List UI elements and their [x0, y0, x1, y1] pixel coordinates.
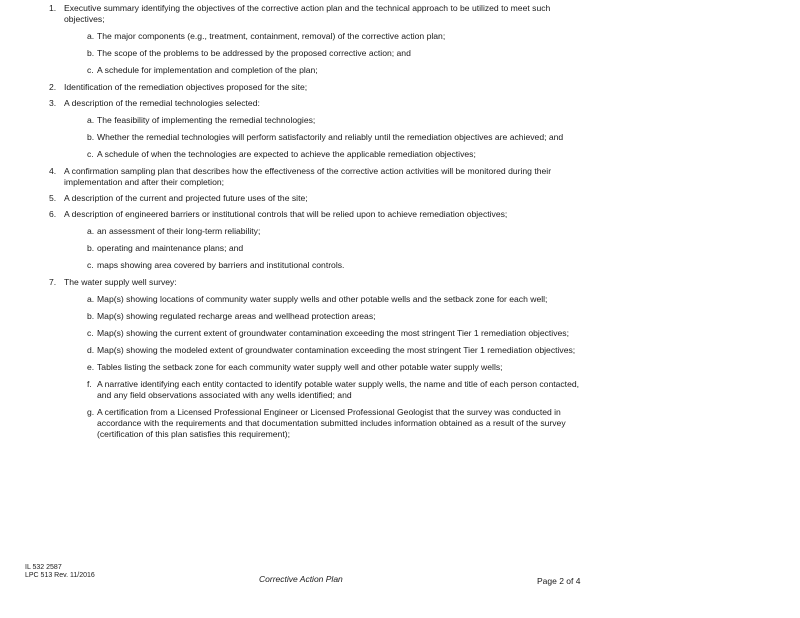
sub-item — [0, 345, 800, 356]
sub-item-text: an assessment of their long-term reliability; — [97, 226, 261, 236]
sub-item-text: Map(s) showing the modeled extent of groundwater contamination exceeding the most stringent Tier 1 remediation objectives; — [97, 345, 576, 355]
item-number: 3. — [49, 98, 57, 108]
sub-item-letter: d. — [87, 345, 95, 355]
sub-item — [0, 311, 800, 322]
sub-item — [0, 294, 800, 305]
plan-title: Corrective Action Plan — [259, 574, 343, 584]
sub-item-text: The feasibility of implementing the remedial technologies; — [97, 115, 316, 125]
sub-item — [0, 226, 800, 237]
sub-item — [0, 260, 800, 271]
list-item-row — [0, 3, 800, 25]
sub-item — [0, 115, 800, 126]
sub-item-text: A narrative identifying each entity contacted to identify potable water supply wells, the name and title of each person contacted, and any field observations associated with any wells identified; and — [97, 379, 580, 400]
sub-item — [0, 132, 800, 143]
sub-item-text: The scope of the problems to be addressed by the proposed corrective action; and — [97, 48, 411, 58]
sub-item — [0, 379, 800, 401]
item-text: A confirmation sampling plan that describes how the effectiveness of the corrective action activities will be monitored during their implementation and after their completion; — [64, 166, 552, 187]
list-item — [0, 209, 800, 271]
list-item-row — [0, 209, 800, 220]
item-number: 5. — [49, 193, 57, 203]
sub-item-letter: e. — [87, 362, 95, 372]
sub-item-text: Map(s) showing locations of community water supply wells and other potable wells and the setback zone for each well; — [97, 294, 548, 304]
item-number: 1. — [49, 3, 57, 13]
sub-item-text: A schedule for implementation and completion of the plan; — [97, 65, 318, 75]
list-item-row — [0, 82, 800, 93]
sub-item-letter: b. — [87, 132, 95, 142]
list-item-row — [0, 193, 800, 204]
list-item-row — [0, 98, 800, 109]
list-item — [0, 82, 800, 93]
sub-item-letter: a. — [87, 115, 95, 125]
item-text: Identification of the remediation objectives proposed for the site; — [64, 82, 308, 92]
list-item — [0, 3, 800, 76]
list-item — [0, 277, 800, 440]
sub-item-letter: a. — [87, 31, 95, 41]
sub-item-letter: c. — [87, 149, 94, 159]
sub-item-letter: c. — [87, 328, 94, 338]
form-revision: LPC 513 Rev. 11/2016 — [25, 572, 95, 579]
sub-item-text: Tables listing the setback zone for each community water supply well and other potable water supply wells; — [97, 362, 503, 372]
item-number: 2. — [49, 82, 57, 92]
form-id: IL 532 2587 — [25, 564, 62, 571]
sub-item-text: Map(s) showing the current extent of groundwater contamination exceeding the most stringent Tier 1 remediation objectives; — [97, 328, 569, 338]
sub-item-text: A schedule of when the technologies are expected to achieve the applicable remediation objectives; — [97, 149, 476, 159]
item-text: A description of the current and projected future uses of the site; — [64, 193, 308, 203]
sub-item — [0, 243, 800, 254]
item-text: Executive summary identifying the objectives of the corrective action plan and the technical approach to be utilized to meet such objectives; — [64, 3, 551, 24]
item-number: 6. — [49, 209, 57, 219]
sub-item-letter: a. — [87, 226, 95, 236]
requirements-list — [0, 3, 800, 446]
list-item-row — [0, 277, 800, 288]
sub-item-letter: c. — [87, 260, 94, 270]
list-item — [0, 166, 800, 188]
sub-item-letter: f. — [87, 379, 92, 389]
sub-item-text: Map(s) showing regulated recharge areas and wellhead protection areas; — [97, 311, 376, 321]
page-number: Page 2 of 4 — [537, 576, 581, 586]
sub-item — [0, 328, 800, 339]
sub-item-text: Whether the remedial technologies will perform satisfactorily and reliably until the remediation objectives are achieved; and — [97, 132, 564, 142]
sub-item-text: operating and maintenance plans; and — [97, 243, 244, 253]
item-text: A description of the remedial technologies selected: — [64, 98, 260, 108]
list-item-row — [0, 166, 800, 188]
sub-item — [0, 65, 800, 76]
sub-item-letter: a. — [87, 294, 95, 304]
item-number: 4. — [49, 166, 57, 176]
sub-item-text: maps showing area covered by barriers and institutional controls. — [97, 260, 345, 270]
sub-item-letter: c. — [87, 65, 94, 75]
sub-item-letter: b. — [87, 311, 95, 321]
sub-item — [0, 407, 800, 440]
sub-item — [0, 48, 800, 59]
sub-item-text: A certification from a Licensed Professional Engineer or Licensed Professional Geologist that the survey was conducted in accordance with the requirements and that documentation submitted includes information obtained as a result of the survey (certification of this plan satisfies this requirement); — [97, 407, 566, 439]
item-number: 7. — [49, 277, 57, 287]
sub-item — [0, 149, 800, 160]
sub-item-letter: b. — [87, 48, 95, 58]
item-text: The water supply well survey: — [64, 277, 177, 287]
sub-item-letter: g. — [87, 407, 95, 417]
sub-item — [0, 362, 800, 373]
item-text: A description of engineered barriers or institutional controls that will be relied upon to achieve remediation objectives; — [64, 209, 508, 219]
sub-item — [0, 31, 800, 42]
sub-item-letter: b. — [87, 243, 95, 253]
list-item — [0, 98, 800, 160]
list-item — [0, 193, 800, 204]
sub-item-text: The major components (e.g., treatment, containment, removal) of the corrective action plan; — [97, 31, 446, 41]
